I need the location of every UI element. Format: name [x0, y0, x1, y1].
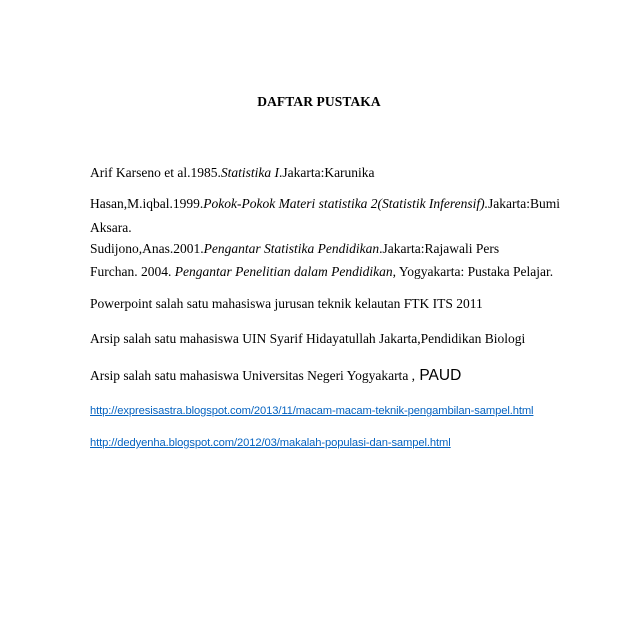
reference-book-title: Pokok-Pokok Materi statistika 2(Statistik Inferensif).	[203, 196, 489, 211]
reference-author-year: Hasan,M.iqbal.1999.	[90, 196, 204, 211]
reference-publisher: .Jakarta:Rajawali Pers	[379, 241, 500, 256]
reference-publisher: Jakarta:Bumi	[488, 196, 561, 211]
reference-text: Arsip salah satu mahasiswa UIN Syarif Hidayatullah Jakarta,Pendidikan Biologi	[90, 331, 526, 346]
reference-furchan	[90, 261, 590, 283]
reference-publisher: .Jakarta:Karunika	[278, 165, 375, 180]
reference-author-year: Sudijono,Anas.2001.	[90, 241, 204, 256]
reference-hasan-continued	[90, 217, 590, 239]
reference-text: Arsip salah satu mahasiswa Universitas Negeri Yogyakarta ,	[90, 368, 416, 383]
reference-arsip-uny	[90, 365, 590, 387]
reference-text: Powerpoint salah satu mahasiswa jurusan teknik kelautan FTK ITS 2011	[90, 296, 483, 311]
reference-link-expresisastra[interactable]: http://expresisastra.blogspot.com/2013/11/macam-macam-teknik-pengambilan-sampel.html	[90, 405, 534, 417]
reference-author-year: Arif Karseno et al.1985.	[90, 165, 221, 180]
reference-program: PAUD	[415, 367, 462, 384]
reference-karseno	[90, 162, 590, 184]
reference-arsip-uin	[90, 328, 590, 350]
reference-powerpoint	[90, 293, 590, 315]
reference-publisher-continued: Aksara.	[90, 220, 132, 235]
reference-author-year: Furchan. 2004.	[90, 264, 175, 279]
reference-book-title: Statistika I	[220, 165, 279, 180]
reference-book-title: Pengantar Penelitian dalam Pendidikan	[174, 264, 393, 279]
reference-sudijono	[90, 238, 590, 260]
page-title: DAFTAR PUSTAKA	[257, 94, 381, 109]
reference-book-title: Pengantar Statistika Pendidikan	[203, 241, 380, 256]
reference-link-dedyenha[interactable]: http://dedyenha.blogspot.com/2012/03/makalah-populasi-dan-sampel.html	[90, 437, 451, 449]
reference-hasan	[90, 193, 590, 215]
reference-publisher: , Yogyakarta: Pustaka Pelajar.	[392, 264, 554, 279]
